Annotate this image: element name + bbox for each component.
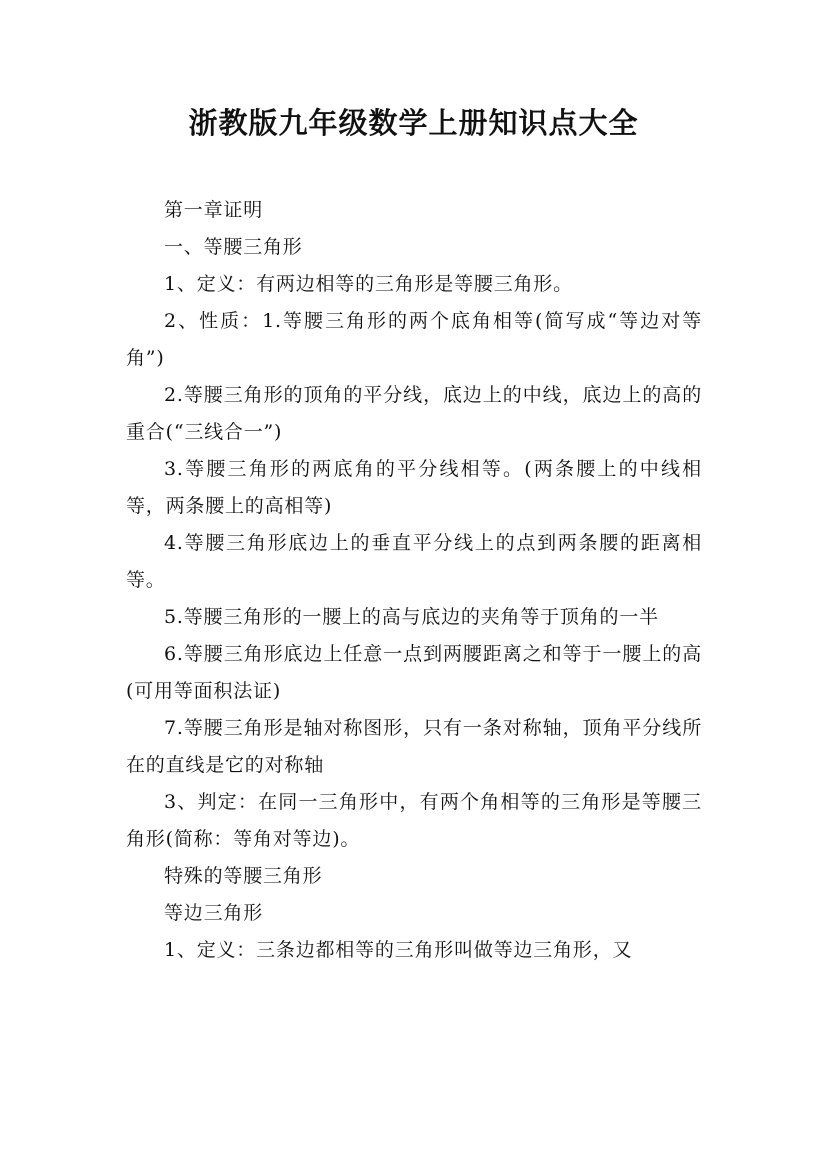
paragraph: 1、定义：三条边都相等的三角形叫做等边三角形，又	[164, 939, 633, 961]
paragraph: 2、性质：1.等腰三角形的两个底角相等(简写成“等边对等角”)	[126, 310, 702, 369]
paragraph: 3.等腰三角形的两底角的平分线相等。(两条腰上的中线相等，两条腰上的高相等)	[126, 458, 702, 517]
paragraph: 2.等腰三角形的顶角的平分线，底边上的中线，底边上的高的重合(“三线合一”)	[126, 384, 702, 443]
document-body	[126, 192, 702, 969]
paragraph: 4.等腰三角形底边上的垂直平分线上的点到两条腰的距离相等。	[126, 532, 702, 591]
paragraph: 1、定义：有两边相等的三角形是等腰三角形。	[164, 273, 573, 295]
subsection-heading: 等边三角形	[164, 902, 264, 924]
section-heading: 一、等腰三角形	[164, 236, 303, 258]
paragraph: 7.等腰三角形是轴对称图形，只有一条对称轴，顶角平分线所在的直线是它的对称轴	[126, 717, 702, 776]
paragraph: 3、判定：在同一三角形中，有两个角相等的三角形是等腰三角形(简称：等角对等边)。	[126, 791, 702, 850]
document-title: 浙教版九年级数学上册知识点大全	[188, 106, 639, 140]
subsection-heading: 特殊的等腰三角形	[164, 865, 323, 887]
paragraph: 6.等腰三角形底边上任意一点到两腰距离之和等于一腰上的高(可用等面积法证)	[126, 643, 702, 702]
chapter-heading: 第一章证明	[164, 199, 264, 221]
paragraph: 5.等腰三角形的一腰上的高与底边的夹角等于顶角的一半	[164, 606, 659, 628]
